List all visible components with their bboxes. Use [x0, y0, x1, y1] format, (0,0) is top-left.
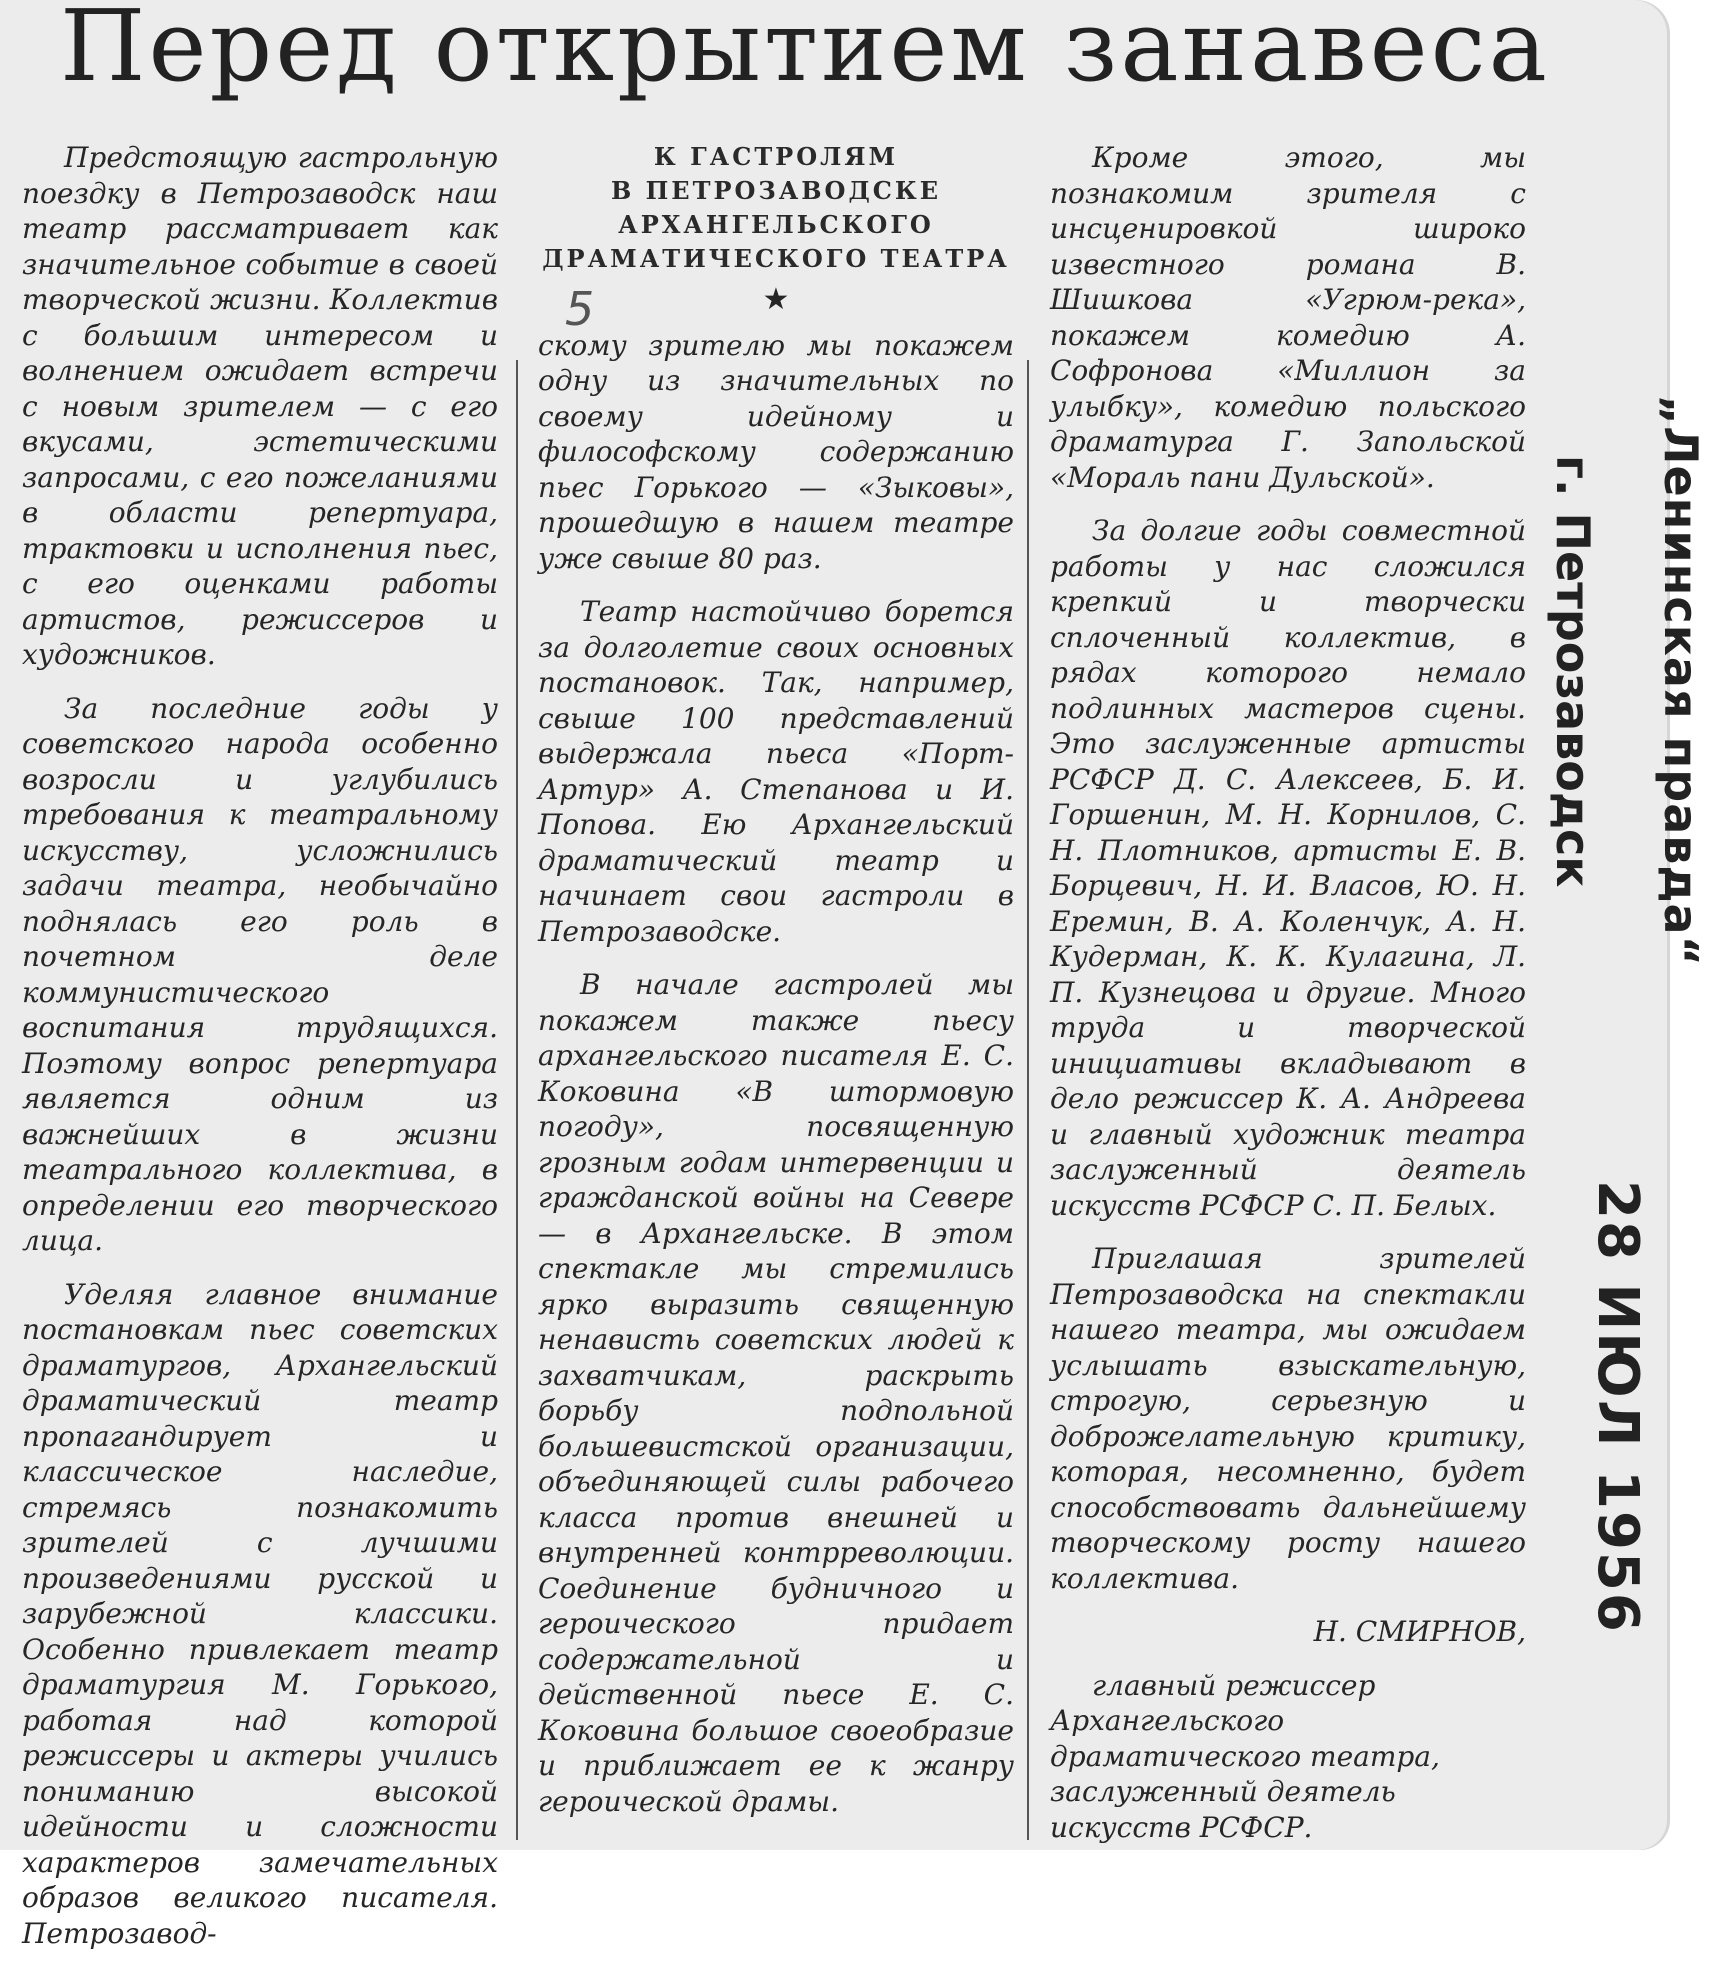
rubric-line: АРХАНГЕЛЬСКОГО	[618, 210, 934, 239]
paragraph: Уделяя главное внимание постановкам пьес советских драматургов, Архангельский драматический театр пропагандирует и классическое наследие, стремясь познакомить зрителей с лучшими произведениями русской и зарубежной классики. Особенно привлекает театр драматургия М. Горького, работая над которой режиссеры и актеры учились пониманию высокой идейности и сложности характеров замечательных образов великого писателя. Петрозавод-	[22, 1277, 498, 1950]
star-icon: ★	[762, 282, 790, 317]
paragraph: Приглашая зрителей Петрозаводска на спектакли нашего театра, мы ожидаем услышать взыскательную, строгую, серьезную и доброжелательную критику, которая, несомненно, будет способствовать дальнейшему творческому росту нашего коллектива.	[1050, 1242, 1526, 1595]
paragraph: В начале гастролей мы покажем также пьесу архангельского писателя Е. С. Коковина «В штормовую погоду», посвященную грозным годам интервенции и гражданской войны на Севере — в Архангельске. В этом спектакле мы стремились ярко выразить священную ненависть советских людей к захватчикам, раскрыть борьбу подпольной большевистской организации, объединяющей силы рабочего класса против внешней и внутренней контрреволюции. Соединение будничного и героического придает содержательной и действенной пьесе Е. С. Коковина большое своеобразие и приближает ее к жанру героической драмы.	[538, 968, 1014, 1818]
paragraph: За последние годы у советского народа особенно возросли и углубились требования к театральному искусству, усложнились задачи театра, необычайно поднялась его роль в почетном деле коммунистического воспитания трудящихся. Поэтому вопрос репертуара является одним из важнейших в жизни театрального коллектива, в определении его творческого лица.	[22, 691, 498, 1257]
rubric-line: К ГАСТРОЛЯМ	[653, 142, 899, 171]
paragraph: Кроме этого, мы познакомим зрителя с инсценировкой широко известного романа В. Шишкова «Угрюм-река», покажем комедию А. Софронова «Миллион за улыбку», комедию польского драматурга Г. Запольской «Мораль пани Дульской».	[1050, 141, 1526, 494]
paragraph: Театр настойчиво борется за долголетие своих основных постановок. Так, например, свыше 100 представлений выдержала пьеса «Порт-Артур» А. Степанова и И. Попова. Ею Архангельский драматический театр и начинает свои гастроли в Петрозаводске.	[538, 595, 1014, 948]
rubric	[538, 140, 1014, 276]
column-divider	[1027, 360, 1029, 1840]
handwritten-mark: 5	[565, 282, 595, 336]
author-title: главный режиссер Архангельского драматического театра, заслуженный деятель искусств РСФСР.	[1050, 1668, 1440, 1844]
paragraph: скому зрителю мы покажем одну из значительных по своему идейному и философскому содержанию пьес Горького — «Зыковы», прошедшую в нашем театре уже свыше 80 раз.	[538, 328, 1014, 575]
column-1	[22, 140, 498, 1969]
rubric-line: В ПЕТРОЗАВОДСКЕ	[610, 176, 942, 205]
rubric-line: ДРАМАТИЧЕСКОГО ТЕАТРА	[542, 244, 1010, 273]
date-stamp: 28 ИЮЛ 1956	[1585, 1180, 1650, 1634]
column-3	[1050, 140, 1526, 1863]
column-2	[538, 140, 1014, 1837]
author-name: Н. СМИРНОВ,	[1313, 1615, 1526, 1648]
column-divider	[516, 360, 518, 1840]
headline: Перед открытием занавеса	[60, 0, 1550, 104]
newspaper-stamp: „Ленинская правда“	[1654, 395, 1708, 967]
city-stamp: г. Петрозаводск	[1546, 455, 1600, 888]
paragraph: Предстоящую гастрольную поездку в Петрозаводск наш театр рассматривает как значительное событие в своей творческой жизни. Коллектив с большим интересом и волнением ожидает встречи с новым зрителем — с его вкусами, эстетическими запросами, с его пожеланиями в области репертуара, трактовки и исполнения пьес, с его оценками работы артистов, режиссеров и художников.	[22, 141, 498, 671]
paragraph: За долгие годы совместной работы у нас сложился крепкий и творчески сплоченный коллектив, в рядах которого немало подлинных мастеров сцены. Это заслуженные артисты РСФСР Д. С. Алексеев, Б. И. Горшенин, М. Н. Корнилов, С. Н. Плотников, артисты Е. В. Борцевич, Н. И. Власов, Ю. Н. Еремин, В. А. Коленчук, А. Н. Кудерман, К. К. Кулагина, Л. П. Кузнецова и другие. Много труда и творческой инициативы вкладывают в дело режиссер К. А. Андреева и главный художник театра заслуженный деятель искусств РСФСР С. П. Белых.	[1050, 514, 1526, 1222]
